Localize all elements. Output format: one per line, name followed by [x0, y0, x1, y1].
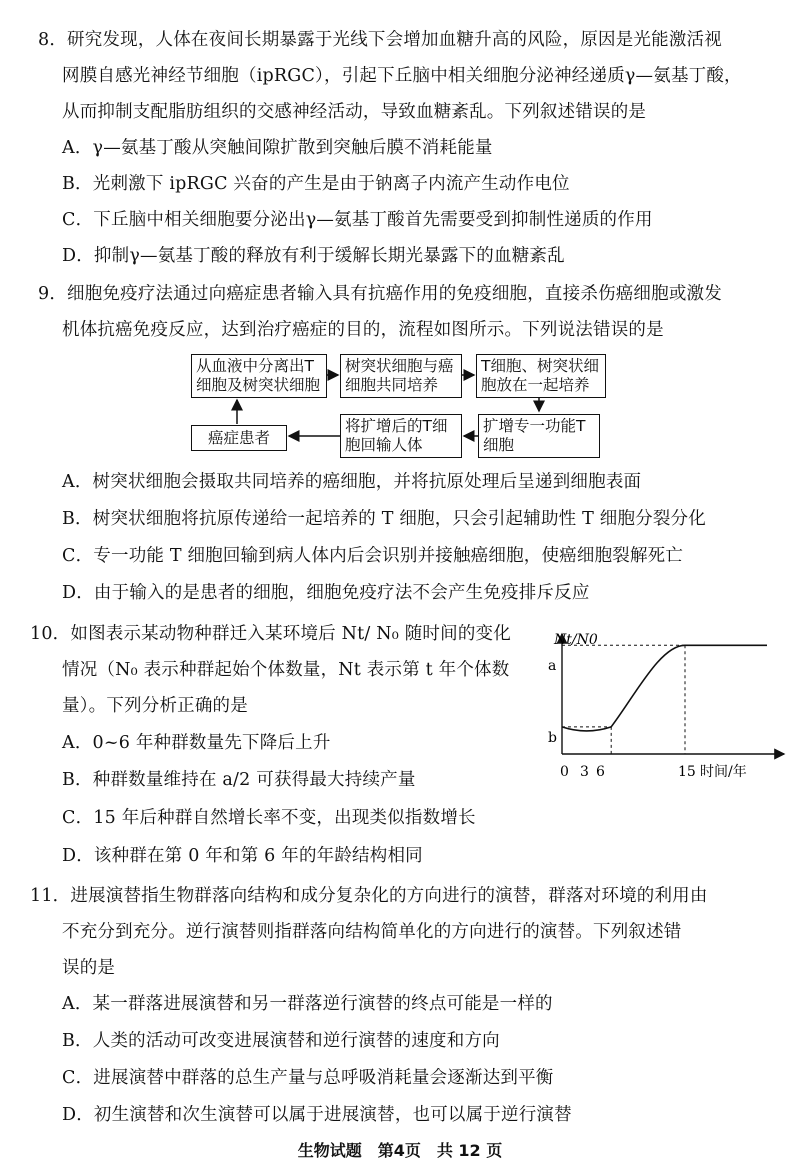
flow-box-cancer-patient — [191, 425, 287, 451]
x-tick-3: 3 — [580, 764, 589, 780]
guide-lines — [562, 645, 685, 754]
flow-box-5-line-2: 胞回输人体 — [345, 436, 423, 454]
page-footer: 生物试题 第4页 共 12 页 — [297, 1141, 503, 1160]
flow-box-1-line-2: 细胞及树突状细胞 — [196, 376, 321, 394]
q10-stem-line-3: 量）。下列分析正确的是 — [62, 696, 248, 716]
q11-stem-line-1: 11．进展演替指生物群落向结构和成分复杂化的方向进行的演替，群落对环境的利用由 — [30, 886, 708, 906]
q11-option-d: D．初生演替和次生演替可以属于进展演替，也可以属于逆行演替 — [62, 1105, 572, 1125]
q9-option-c: C．专一功能 T 细胞回输到病人体内后会识别并接触癌细胞，使癌细胞裂解死亡 — [62, 546, 684, 566]
flow-box-1-line-1: 从血液中分离出T — [196, 357, 314, 375]
series-line — [562, 645, 767, 731]
flow-box-2-line-2: 细胞共同培养 — [345, 376, 439, 394]
y-tick-b: b — [548, 730, 557, 746]
q10-line-chart — [540, 622, 790, 790]
q11-stem-line-3: 误的是 — [62, 958, 116, 978]
flow-box-reinfuse — [340, 414, 462, 458]
x-tick-0: 0 — [560, 764, 569, 780]
q11-option-a: A．某一群落进展演替和另一群落逆行演替的终点可能是一样的 — [62, 994, 553, 1014]
q8-option-c: C．下丘脑中相关细胞要分泌出γ—氨基丁酸首先需要受到抑制性递质的作用 — [62, 210, 653, 230]
q9-stem-line-1: 9．细胞免疫疗法通过向癌症患者输入具有抗癌作用的免疫细胞，直接杀伤癌细胞或激发 — [38, 284, 722, 304]
flow-box-5-line-1: 将扩增后的T细 — [345, 417, 448, 435]
flow-box-separate-cells — [191, 354, 327, 398]
q8-option-d: D．抑制γ—氨基丁酸的释放有利于缓解长期光暴露下的血糖紊乱 — [62, 246, 565, 266]
q10-stem-line-1: 10．如图表示某动物种群迁入某环境后 Nt/ N₀ 随时间的变化 — [30, 624, 511, 644]
x-tick-15: 15 — [678, 764, 696, 780]
flow-box-expand-t-cells — [478, 414, 600, 458]
q8-stem-line-3: 从而抑制支配脂肪组织的交感神经活动，导致血糖紊乱。下列叙述错误的是 — [62, 102, 647, 122]
x-tick-6: 6 — [596, 764, 605, 780]
y-tick-a: a — [548, 658, 557, 674]
flow-box-4-line-1: 扩增专一功能T — [483, 417, 586, 435]
q8-stem-line-1: 8．研究发现，人体在夜间长期暴露于光线下会增加血糖升高的风险，原因是光能激活视 — [38, 30, 722, 50]
q10-stem-line-2: 情况（N₀ 表示种群起始个体数量，Nt 表示第 t 年个体数 — [62, 660, 510, 680]
q10-option-d: D．该种群在第 0 年和第 6 年的年龄结构相同 — [62, 846, 423, 866]
flowchart-arrows — [0, 0, 800, 480]
q9-option-d: D．由于输入的是患者的细胞，细胞免疫疗法不会产生免疫排斥反应 — [62, 583, 590, 603]
q11-stem-line-2: 不充分到充分。逆行演替则指群落向结构简单化的方向进行的演替。下列叙述错 — [62, 922, 682, 942]
flow-box-4-line-2: 细胞 — [483, 436, 515, 454]
q8-option-b: B．光刺激下 ipRGC 兴奋的产生是由于钠离子内流产生动作电位 — [62, 174, 570, 194]
flow-box-coculture-cancer — [340, 354, 462, 398]
q10-option-a: A．0~6 年种群数量先下降后上升 — [62, 733, 331, 753]
q9-stem-line-2: 机体抗癌免疫反应，达到治疗癌症的目的，流程如图所示。下列说法错误的是 — [62, 320, 664, 340]
flow-box-3-line-1: T细胞、树突状细 — [481, 357, 599, 375]
q11-option-c: C．进展演替中群落的总生产量与总呼吸消耗量会逐渐达到平衡 — [62, 1068, 554, 1088]
x-axis-label: 时间/年 — [700, 764, 747, 780]
q11-option-b: B．人类的活动可改变进展演替和逆行演替的速度和方向 — [62, 1031, 500, 1051]
q8-option-a: A．γ—氨基丁酸从突触间隙扩散到突触后膜不消耗能量 — [62, 138, 493, 158]
flow-box-3-line-2: 胞放在一起培养 — [481, 376, 590, 394]
flow-box-6-line-1: 癌症患者 — [207, 429, 270, 447]
q8-stem-line-2: 网膜自感光神经节细胞（ipRGC），引起下丘脑中相关细胞分泌神经递质γ—氨基丁酸， — [62, 66, 742, 86]
flow-box-culture-together — [476, 354, 606, 398]
q9-option-b: B．树突状细胞将抗原传递给一起培养的 T 细胞，只会引起辅助性 T 细胞分裂分化 — [62, 509, 706, 529]
q10-option-c: C．15 年后种群自然增长率不变，出现类似指数增长 — [62, 808, 476, 828]
q9-option-a: A．树突状细胞会摄取共同培养的癌细胞，并将抗原处理后呈递到细胞表面 — [62, 472, 642, 492]
q10-option-b: B．种群数量维持在 a/2 可获得最大持续产量 — [62, 770, 416, 790]
flow-box-2-line-1: 树突状细胞与癌 — [345, 357, 454, 375]
y-axis-label: Nt/N0 — [554, 632, 598, 648]
